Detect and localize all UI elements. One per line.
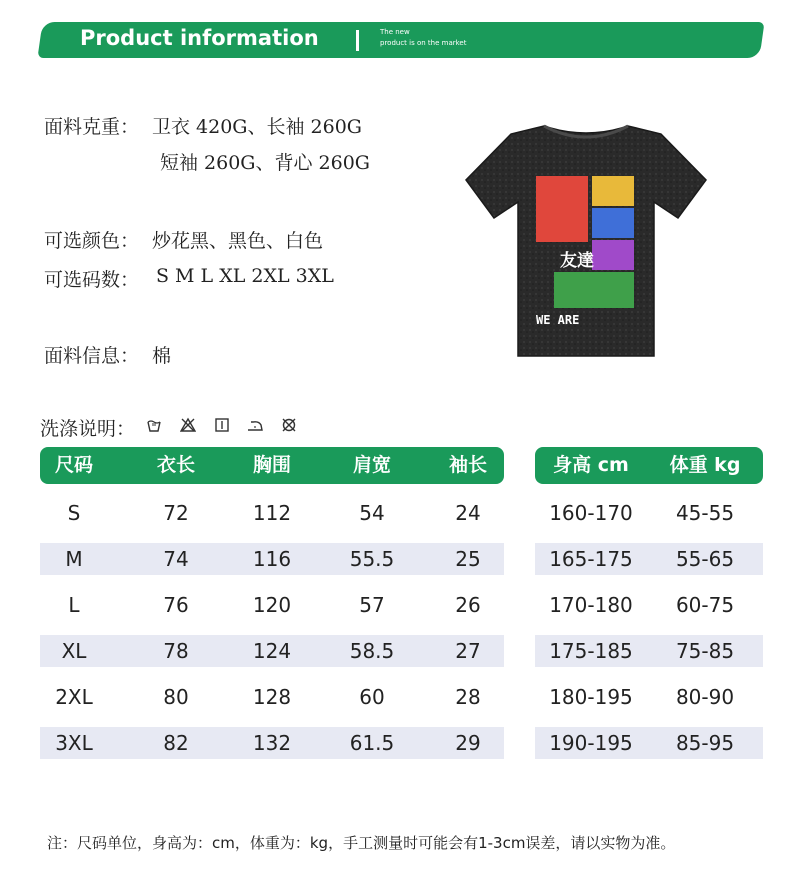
no-dry-clean-icon bbox=[281, 417, 297, 433]
table-cell: 76 bbox=[163, 593, 189, 617]
weight-line2: 短袖 260G、背心 260G bbox=[160, 152, 370, 174]
print-panel-green bbox=[554, 272, 634, 308]
table-row bbox=[40, 497, 504, 529]
size-header-chest: 胸围 bbox=[252, 454, 291, 476]
table-cell: L bbox=[68, 593, 80, 617]
table-cell: 180-195 bbox=[549, 685, 633, 709]
table-cell: 57 bbox=[359, 593, 385, 617]
no-bleach-icon bbox=[180, 417, 196, 433]
table-row bbox=[535, 727, 763, 759]
size-label: 可选码数： bbox=[44, 269, 140, 291]
table-cell: 170-180 bbox=[549, 593, 633, 617]
size-header-length: 衣长 bbox=[156, 454, 195, 476]
weight-line1: 卫衣 420G、长袖 260G bbox=[152, 116, 362, 138]
tshirt-product-image bbox=[456, 118, 716, 363]
table-cell: 27 bbox=[455, 639, 481, 663]
color-label: 可选颜色： bbox=[44, 230, 140, 252]
iron-icon bbox=[247, 417, 263, 433]
table-cell: 74 bbox=[163, 547, 189, 571]
table-cell: S bbox=[67, 501, 81, 525]
table-cell: 54 bbox=[359, 501, 385, 525]
fit-header-weight: 体重 kg bbox=[669, 454, 741, 476]
tumble-dry-icon bbox=[214, 417, 230, 433]
table-cell: 85-95 bbox=[675, 731, 735, 755]
table-cell: 60-75 bbox=[675, 593, 735, 617]
banner-subtitle-line1: The new bbox=[380, 28, 410, 36]
table-cell: 124 bbox=[252, 639, 292, 663]
banner-separator bbox=[356, 30, 359, 51]
size-value: S M L XL 2XL 3XL bbox=[156, 265, 334, 287]
print-panel-red bbox=[536, 176, 588, 242]
table-cell: 60 bbox=[359, 685, 385, 709]
table-cell: 128 bbox=[252, 685, 292, 709]
table-cell: 24 bbox=[455, 501, 481, 525]
table-cell: 3XL bbox=[55, 731, 93, 755]
print-panel-purple bbox=[592, 240, 634, 270]
table-cell: 26 bbox=[455, 593, 481, 617]
table-cell: 28 bbox=[455, 685, 481, 709]
table-row bbox=[40, 635, 504, 667]
table-cell: 55-65 bbox=[675, 547, 735, 571]
print-text-cn: 友達 bbox=[560, 251, 594, 271]
table-cell: 80 bbox=[163, 685, 189, 709]
table-cell: 175-185 bbox=[549, 639, 633, 663]
fit-table-header bbox=[535, 447, 763, 484]
table-cell: 190-195 bbox=[549, 731, 633, 755]
table-cell: 61.5 bbox=[349, 731, 395, 755]
table-cell: 112 bbox=[252, 501, 292, 525]
table-row bbox=[535, 589, 763, 621]
table-cell: M bbox=[65, 547, 83, 571]
table-cell: 25 bbox=[455, 547, 481, 571]
size-header-sleeve: 袖长 bbox=[448, 454, 487, 476]
fit-header-height: 身高 cm bbox=[553, 454, 629, 476]
table-cell: 165-175 bbox=[549, 547, 633, 571]
table-cell: 78 bbox=[163, 639, 189, 663]
header-banner bbox=[40, 22, 762, 58]
table-cell: 45-55 bbox=[675, 501, 735, 525]
table-cell: 55.5 bbox=[349, 547, 395, 571]
fabric-value: 棉 bbox=[152, 345, 172, 367]
table-cell: 160-170 bbox=[549, 501, 633, 525]
print-text-en: WE ARE bbox=[536, 313, 580, 327]
table-cell: 132 bbox=[252, 731, 292, 755]
table-row bbox=[535, 497, 763, 529]
table-row bbox=[535, 543, 763, 575]
size-header-shoulder: 肩宽 bbox=[352, 454, 391, 476]
table-cell: 29 bbox=[455, 731, 481, 755]
table-row bbox=[40, 589, 504, 621]
table-cell: 58.5 bbox=[349, 639, 395, 663]
size-table-header bbox=[40, 447, 504, 484]
print-panel-blue bbox=[592, 208, 634, 238]
table-cell: 82 bbox=[163, 731, 189, 755]
footnote: 注：尺码单位，身高为：cm，体重为：kg，手工测量时可能会有1-3cm误差，请以实物为准。 bbox=[47, 834, 676, 852]
table-cell: 120 bbox=[252, 593, 292, 617]
table-cell: 80-90 bbox=[675, 685, 735, 709]
table-row bbox=[535, 681, 763, 713]
table-row bbox=[40, 727, 504, 759]
table-row bbox=[40, 681, 504, 713]
table-row bbox=[535, 635, 763, 667]
color-value: 炒花黑、黑色、白色 bbox=[152, 230, 324, 252]
table-row bbox=[40, 543, 504, 575]
banner-subtitle-line2: product is on the market bbox=[380, 39, 467, 47]
print-panel-yellow bbox=[592, 176, 634, 206]
size-header-size: 尺码 bbox=[54, 454, 93, 476]
hand-wash-icon bbox=[146, 417, 162, 433]
care-label: 洗涤说明： bbox=[40, 418, 136, 440]
banner-subtitle bbox=[380, 27, 466, 49]
weight-label: 面料克重： bbox=[44, 116, 140, 138]
table-cell: 75-85 bbox=[675, 639, 735, 663]
table-cell: 116 bbox=[252, 547, 292, 571]
fabric-label: 面料信息： bbox=[44, 345, 140, 367]
table-cell: XL bbox=[61, 639, 87, 663]
banner-title: Product information bbox=[80, 26, 319, 50]
table-cell: 72 bbox=[163, 501, 189, 525]
table-cell: 2XL bbox=[55, 685, 93, 709]
